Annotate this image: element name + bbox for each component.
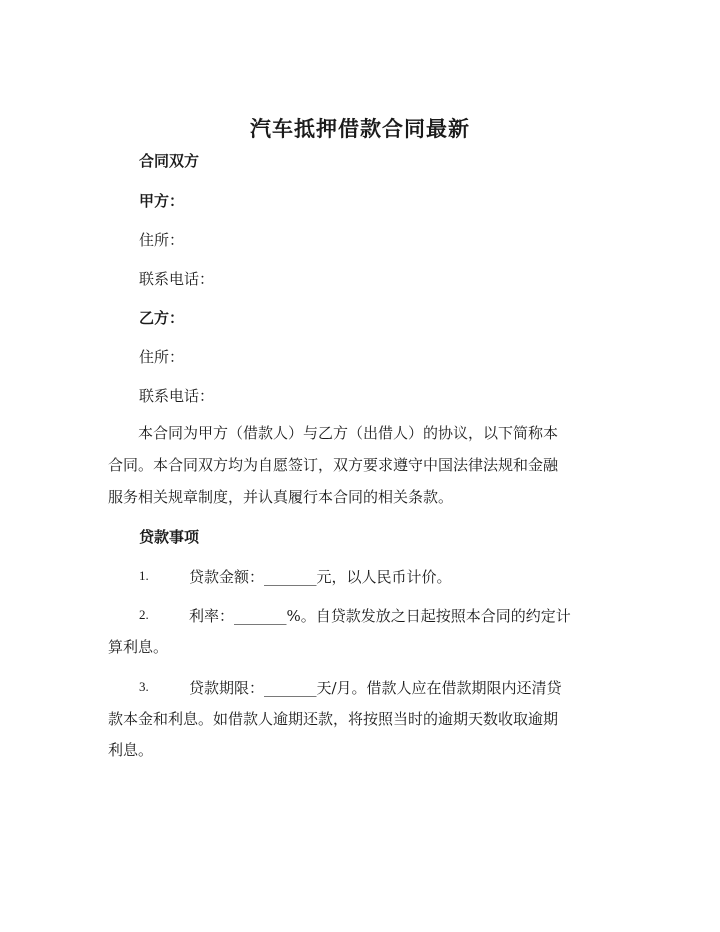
item-line: 利息。 [108,741,154,759]
party-a-label: 甲方： [139,192,185,210]
item-line: 款本金和利息。如借款人逾期还款，将按照当时的逾期天数收取逾期 [108,710,559,728]
item-line: 贷款金额：_______元，以人民币计价。 [189,568,452,586]
item-number: 1. [139,568,149,583]
intro-line: 本合同为甲方（借款人）与乙方（出借人）的协议，以下简称本 [138,424,559,442]
item-line: 贷款期限：_______天/月。借款人应在借款期限内还清贷 [189,679,562,697]
intro-paragraph [108,417,608,513]
item-number: 3. [139,679,149,694]
intro-line: 服务相关规章制度，并认真履行本合同的相关条款。 [108,488,454,506]
party-b-label: 乙方： [139,309,185,327]
party-a-address: 住所： [139,231,185,249]
loan-heading: 贷款事项 [139,528,200,546]
item-line: 算利息。 [108,638,169,656]
parties-heading: 合同双方 [139,152,200,170]
item-line: 利率：_______%。自贷款发放之日起按照本合同的约定计 [189,607,571,625]
party-a-phone: 联系电话： [139,270,215,288]
party-b-phone: 联系电话： [139,387,215,405]
party-b-address: 住所： [139,348,185,366]
intro-line: 合同。本合同双方均为自愿签订，双方要求遵守中国法律法规和金融 [108,456,559,474]
item-number: 2. [139,607,149,622]
document-title: 汽车抵押借款合同最新 [250,116,470,141]
